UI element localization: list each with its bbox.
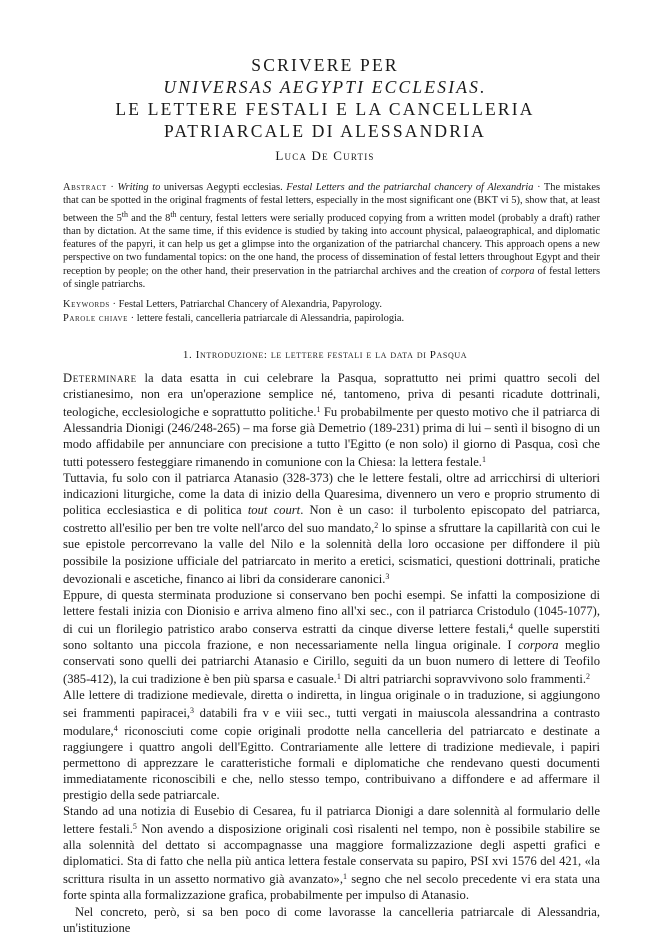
parole-chiave-label: Parole chiave [63,313,129,324]
abstract-title-b: universas Aegypti ecclesias. [160,182,287,193]
title-line-3: LE LETTERE FESTALI E LA CANCELLERIA [115,99,535,119]
title-line-2: UNIVERSAS AEGYPTI ECCLESIAS. [163,77,487,97]
p3-text-b: quelle superstiti sono soltanto una piccola frazione, e non necessariamente nella lingua originale. I [63,621,600,652]
p5-text-c: segno che nel secolo precedente vi era stata una forte spinta alla formalizzazione grafica, probabilmente per impulso di Atanasio. [63,872,601,903]
footnote-ref: 4 [113,723,118,733]
title-line-1: SCRIVERE PER [251,55,399,75]
abstract-label: Abstract [63,182,107,193]
article-title [0,54,650,142]
abstract [63,181,600,291]
p1-text-b: Fu probabilmente per questo motivo che il patriarca di Alessandria Dionigi (246/248-265) – ma forse già Demetrio (189-231) prima di lui – sentì il bisogno di un modo affidabile per annunciare con precisione a tutto l'Egitto (e non solo) il giorno di Pasqua, così che tutti potessero festeggiare rimanendo in comunione con la Chiesa: la lettera festale. [63,405,600,470]
p2-italic: tout court [247,503,301,518]
paragraph-2 [63,470,600,586]
p4-text-b: databili fra v e viii sec., tutti vergati in maiuscola alessandrina a contrasto modulare, [63,705,600,738]
abstract-sup-2: th [170,209,177,219]
abstract-title-a: Writing to [117,182,161,193]
paragraph-3 [63,587,600,687]
p6-text-a: Nel concreto, però, si sa ben poco di come lavorasse la cancelleria patriarcale di Alessandria, un'istituzione [63,904,600,935]
paragraph-4 [63,687,600,803]
p3-text-a: Eppure, di questa sterminata produzione si conservano ben pochi esempi. Se infatti la composizione di lettere festali inizia con Dionisio e arriva almeno fino all'xi sec., con il patriarca Cristodulo (1045-1077), di cui un florilegio patristico arabo conserva estratti da cinque diverse lettere festali, [63,587,600,636]
abstract-text-d: of festal letters of single patriarchs. [63,265,600,291]
abstract-text-c: century, festal letters were serially produced copying from a written model (probably a draft) rather than by dictation. At the same time, if this evidence is studied by taking into account physical, palaeographical, and diplomatic features of the papyri, it can help us get a glimpse into the organization of the patriarchal chancery. This approach opens a new perspective on two fundamental topics: on the one hand, the process of dissemination of festal letters throughout Egypt and their reception by people; on the other hand, their preservation in the patriarchal archives and the creation of [63,212,600,277]
footnote-ref: 1 [481,455,486,465]
p3-italic: corpora [517,637,559,652]
p2-text-c: lo spinse a sfruttare la capillarità con cui le sue epistole percorrevano la valle del Nilo e la solennità della loro occasione per diffondere il più possibile la posizione ufficiale del patriarcato in merito a eretici, scismatici, questioni dottrinali, pratiche devozionali e ascetiche, financo ai libri da considerare canonici. [63,521,600,586]
footnote-ref: 2 [374,521,379,531]
abstract-sup-1: th [121,209,129,219]
article-body [63,370,600,936]
abstract-text-b: and the 8 [128,212,171,224]
keywords-label: Keywords [63,299,110,310]
abstract-separator: · [106,182,118,193]
abstract-text-a: · The mistakes that can be spotted in the original fragments of festal letters, especially in the most significant one (BKT vi 5), show that, at least between the 5 [63,182,601,224]
p1-text-a: la data esatta in cui celebrare la Pasqua, soprattutto nei primi quattro secoli del cristianesimo, non era un'operazione semplice né, tantomeno, priva di pesanti ricadute dottrinali, teologiche, ecclesiologiche e soprattutto politiche. [63,371,600,420]
p4-text-c: riconosciuti come copie originali prodotte nella cancelleria del patriarcato e destinate a raggiungere i quattro angoli dell'Egitto. Contrariamente alle lettere di tradizione medievale, i papiri permettono di apprezzare le caratteristiche formali e diplomatiche che rendevano questi documenti immediatamente riconoscibili e che, nello stesso tempo, contribuivano a diffondere e ad affermare il prestigio della sede patriarcale. [63,723,600,803]
paragraph-5 [63,803,600,903]
keywords [63,298,600,311]
footnote-ref: 2 [585,671,590,681]
abstract-title-c: Festal Letters and the patriarchal chancery of Alexandria [286,182,534,193]
p3-text-c: meglio conservati sono quelli dei patriarchi Atanasio e Cirillo, seguiti da un buon numero di lettere di Teofilo (385-412), la cui tradizione è ben più sparsa e casuale. [63,637,600,686]
author-name: Luca De Curtis [275,148,375,163]
p5-text-b: Non avendo a disposizione originali così risalenti nel tempo, non è possibile stabilire se alla solennità del dettato si accompagnasse una maggiore formalizzazione degli aspetti grafici e diplomatici. Sta di fatto che nella più antica lettera festale conservata su papiro, PSI xvi 1576 del 421, «la scrittura risulta in un assetto normativo già avanzato», [63,822,600,887]
paragraph-1 [63,370,600,470]
section-heading: 1. Introduzione: le lettere festali e la data di Pasqua [182,349,468,361]
parole-chiave [63,312,600,325]
footnote-ref: 4 [509,621,513,631]
p2-text-a: Tuttavia, fu solo con il patriarca Atanasio (328-373) che le lettere festali, oltre ad arricchirsi di ulteriori indicazioni liturgiche, come la data di inizio della Quaresima, divennero un vero e proprio strumento di politica ecclesiastica e di politica [63,471,600,518]
keywords-text: · Festal Letters, Patriarchal Chancery of Alexandria, Papyrology. [109,299,382,310]
abstract-corpora: corpora [500,265,535,277]
p3-text-d: Di altri patriarchi sopravvivono solo frammenti. [340,671,586,686]
p2-text-b: . Non è un caso: il turbolento episcopato del patriarca, costretto all'esilio per ben tre volte nell'arco del suo mandato, [63,503,600,536]
footnote-ref: 1 [336,671,341,681]
footnote-ref: 1 [316,405,321,415]
footnote-ref: 3 [385,571,390,581]
footnote-ref: 1 [343,872,348,882]
p4-text-a: Alle lettere di tradizione medievale, diretta o indiretta, in lingua originale o in traduzione, si aggiungono sei frammenti papiracei, [63,687,600,720]
p5-text-a: Stando ad una notizia di Eusebio di Cesarea, fu il patriarca Dionigi a dare solennità al formulario delle lettere festali. [63,804,600,837]
parole-chiave-text: · lettere festali, cancelleria patriarcale di Alessandria, papirologia. [128,313,405,324]
footnote-ref: 3 [190,705,195,715]
footnote-ref: 5 [132,822,137,832]
drop-lead-word: Determinare [63,371,137,385]
title-line-4: PATRIARCALE DI ALESSANDRIA [164,121,486,141]
paragraph-6 [63,904,600,936]
